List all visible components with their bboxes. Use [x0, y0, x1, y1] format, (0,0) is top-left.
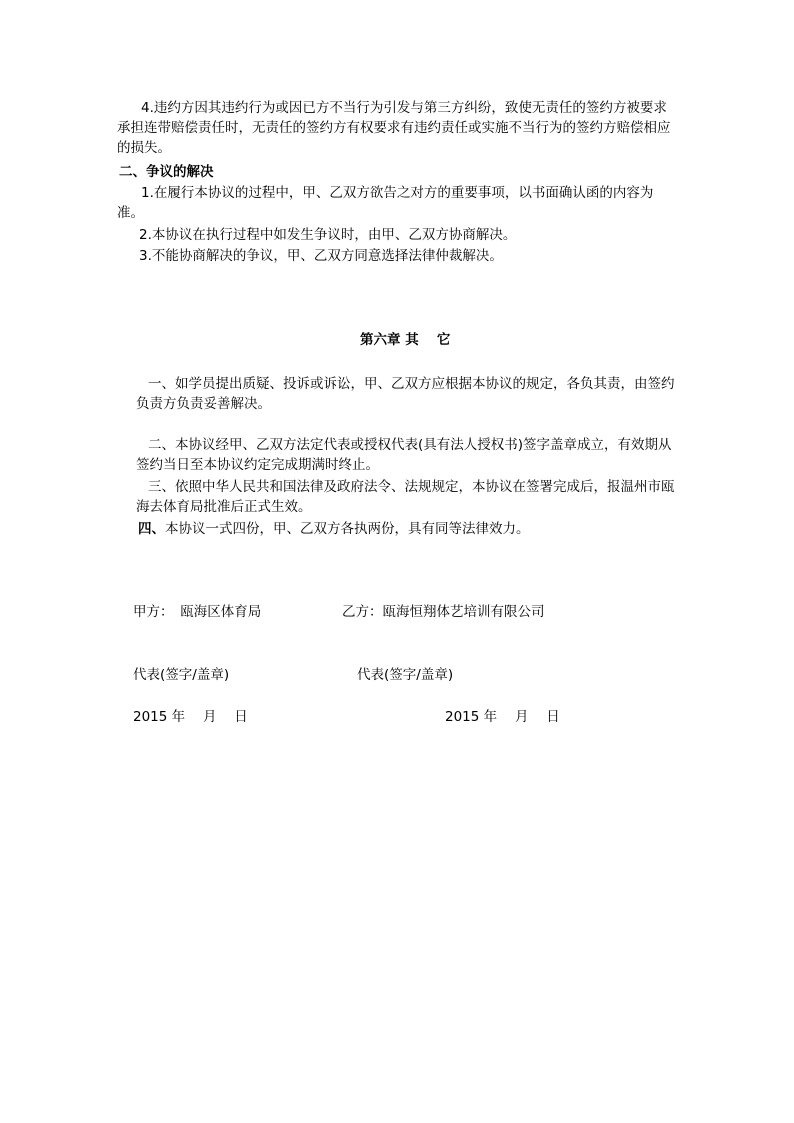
party-b: 乙方：瓯海恒翔体艺培训有限公司 [342, 604, 545, 620]
chapter-clause-4-text: 本协议一式四份，甲、乙双方各执两份，具有同等法律效力。 [165, 521, 530, 537]
chapter-clause-2: 二、本协议经甲、乙双方法定代表或授权代表(具有法人授权书)签字盖章成立，有效期从签约当日至本协议约定完成期满时终止。 [136, 437, 672, 473]
party-a: 甲方： 瓯海区体育局 [133, 604, 262, 620]
chapter-title: 第六章 其 它 [360, 332, 451, 348]
dispute-clause-2: 2.本协议在执行过程中如发生争议时，由甲、乙双方协商解决。 [139, 227, 517, 243]
date-a: 2015 年 月 日 [133, 709, 248, 725]
chapter-clause-4 [138, 519, 678, 539]
dispute-clause-1: 1.在履行本协议的过程中，甲、乙双方欲告之对方的重要事项，以书面确认函的内容为准。 [117, 185, 654, 221]
date-b: 2015 年 月 日 [445, 709, 560, 725]
dispute-clause-3: 3.不能协商解决的争议，甲、乙双方同意选择法律仲裁解决。 [139, 248, 503, 264]
section-heading-dispute: 二、争议的解决 [119, 164, 214, 180]
representative-a: 代表(签字/盖章) [133, 667, 230, 683]
chapter-clause-3: 三、依照中华人民共和国法律及政府法令、法规规定，本协议在签署完成后，报温州市瓯海去体育局批准后正式生效。 [136, 479, 675, 515]
chapter-clause-1: 一、如学员提出质疑、投诉或诉讼，甲、乙双方应根据本协议的规定，各负其责，由签约负责方负责妥善解决。 [136, 376, 675, 412]
chapter-clause-4-label: 四、 [138, 521, 165, 537]
clause-4: 4.违约方因其违约行为或因已方不当行为引发与第三方纠纷，致使无责任的签约方被要求承担连带赔偿责任时，无责任的签约方有权要求有违约责任或实施不当行为的签约方赔偿相应的损失。 [117, 100, 671, 156]
representative-b: 代表(签字/盖章) [357, 667, 454, 683]
